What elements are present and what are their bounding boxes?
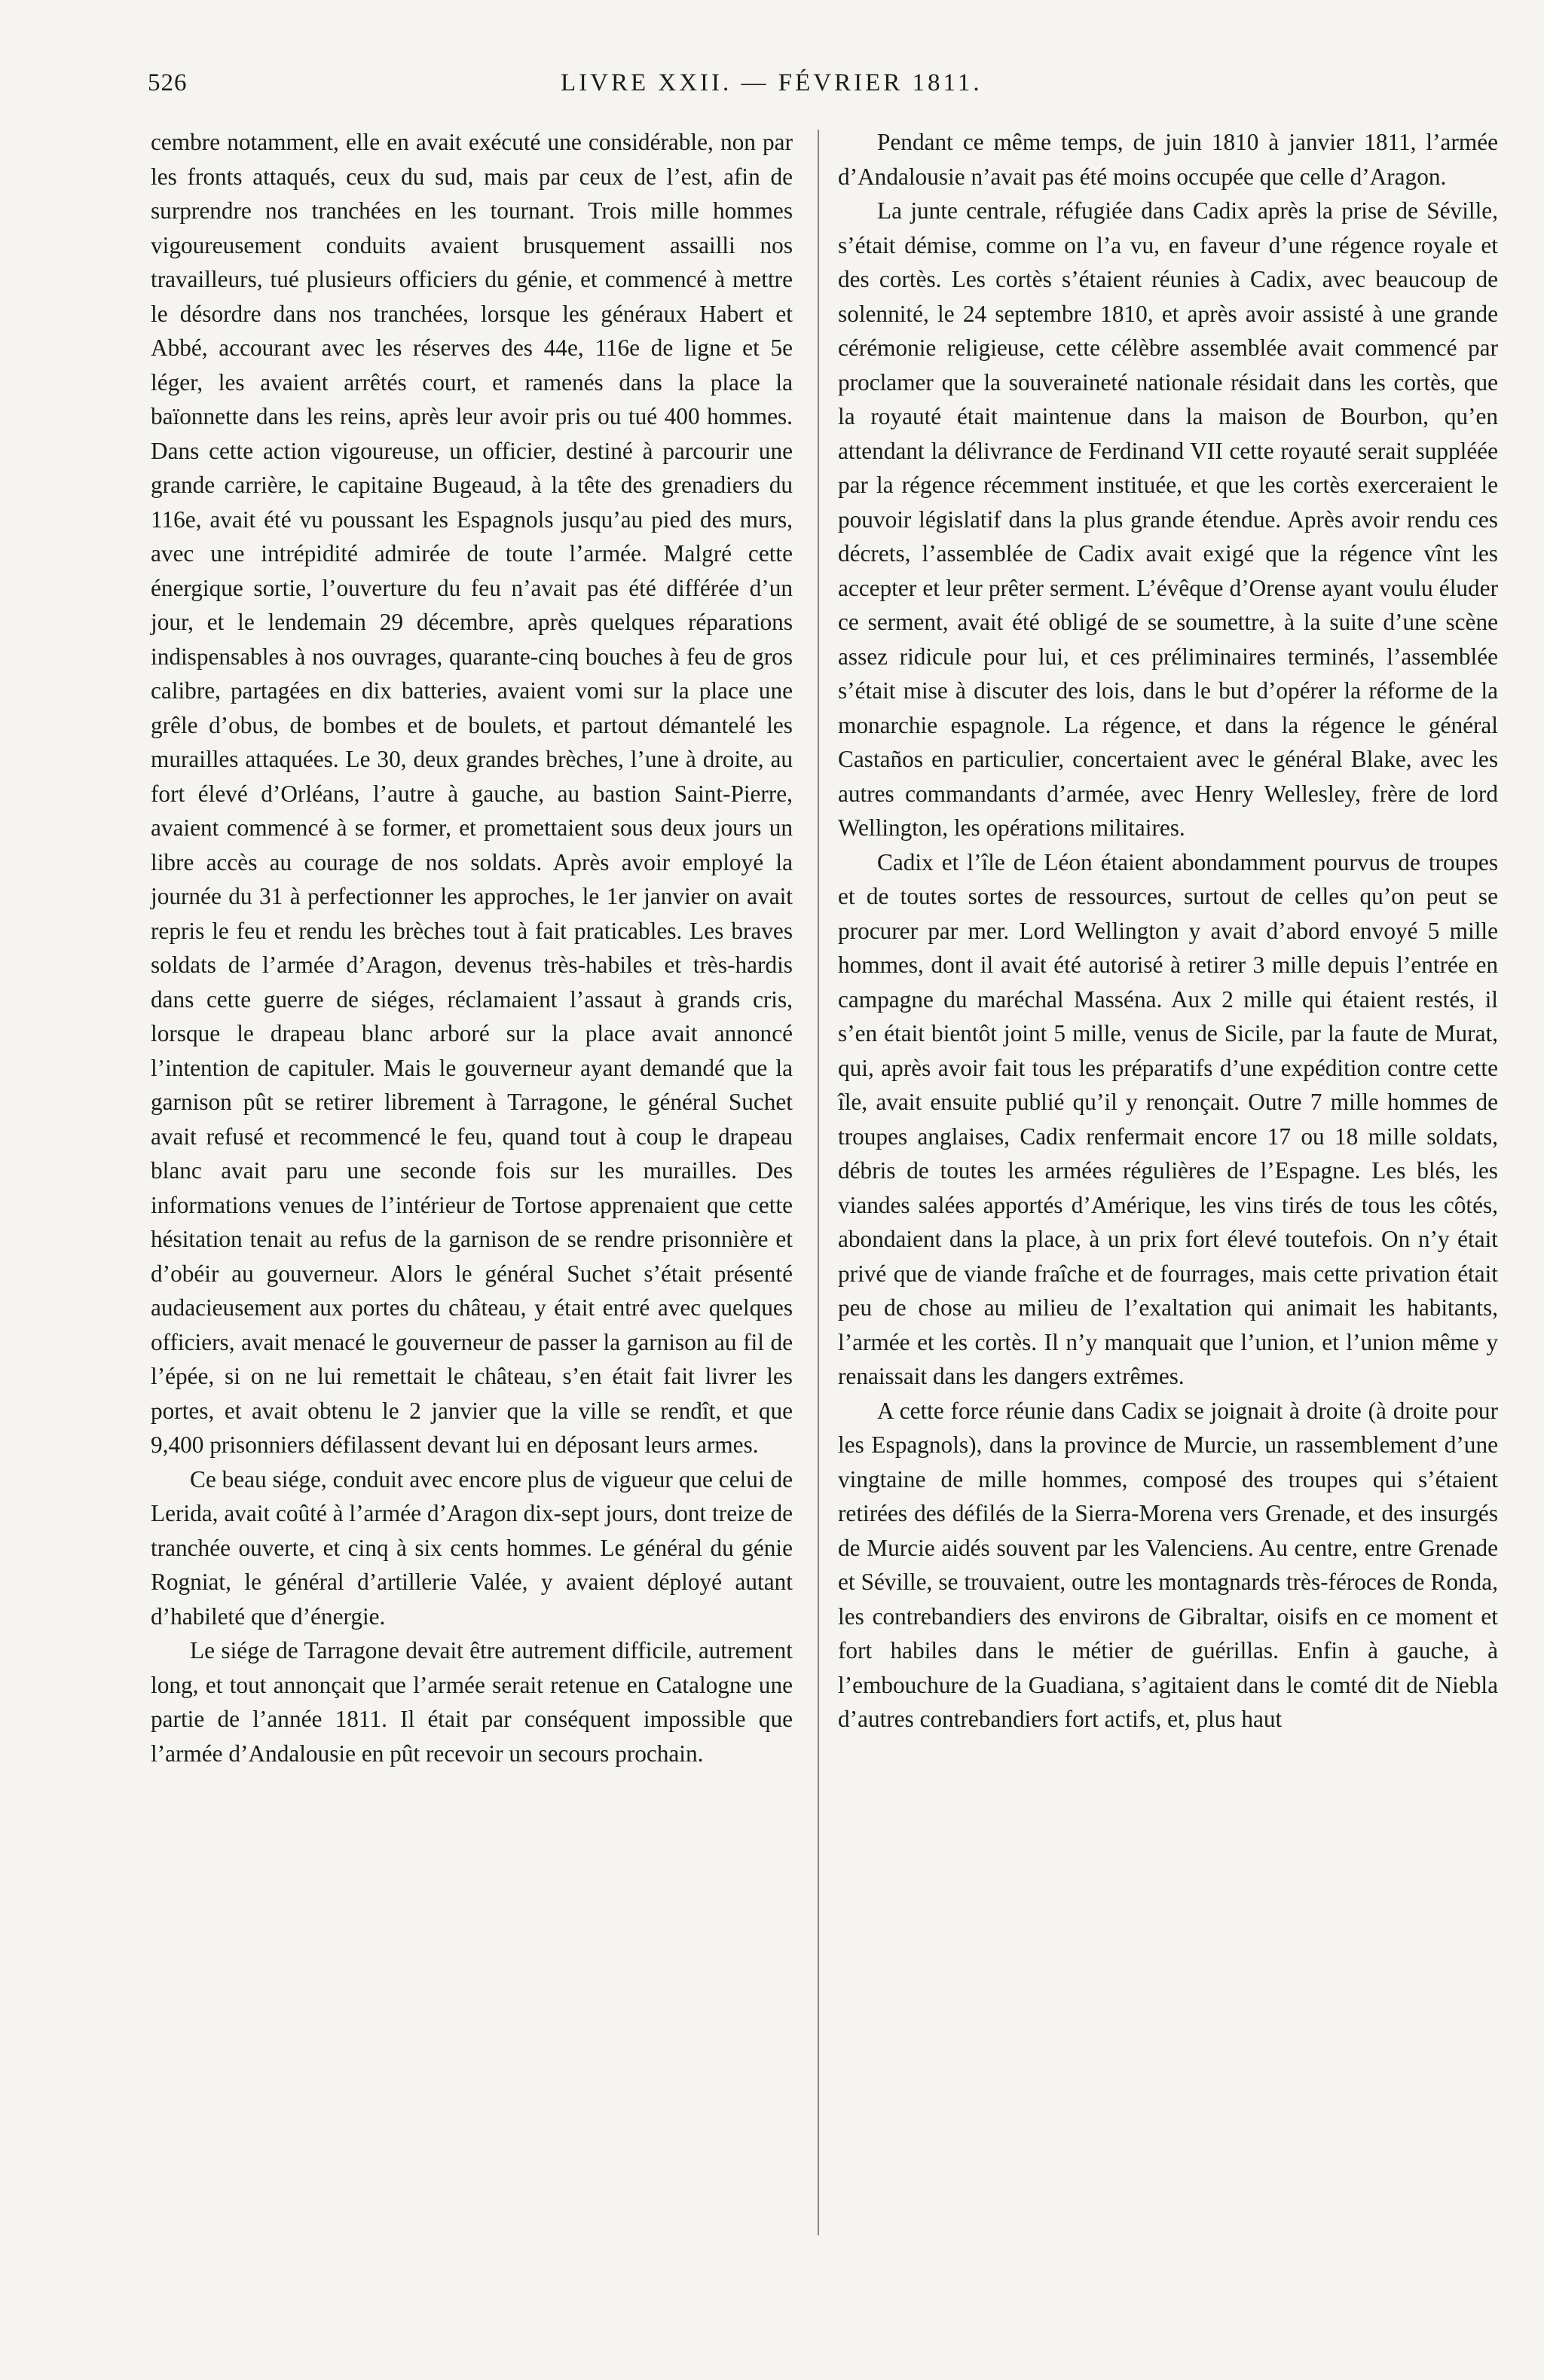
paragraph: Ce beau siége, conduit avec encore plus de vigueur que celui de Lerida, avait coûté à l’armée d’Aragon dix-sept jours, dont treize de tranchée ouverte, et cinq à six cents hommes. Le général du génie Rogniat, le général d’artillerie Valée, y avaient déployé autant d’habileté que d’énergie. — [151, 1465, 793, 1630]
paragraph: cembre notamment, elle en avait exécuté une considérable, non par les fronts attaqués, ceux du sud, mais par ceux de l’est, afin de surprendre nos tranchées en les tournant. Trois mille hommes vigoureusement conduits avaient brusquement assailli nos travailleurs, tué plusieurs officiers du génie, et commencé à mettre le désordre dans nos tranchées, lorsque les généraux Habert et Abbé, accourant avec les réserves des 44e, 116e de ligne et 5e léger, les avaient arrêtés court, et ramenés dans la place la baïonnette dans les reins, après leur avoir pris ou tué 400 hommes. Dans cette action vigoureuse, un officier, destiné à parcourir une grande carrière, le capitaine Bugeaud, à la tête des grenadiers du 116e, avait été vu poussant les Espagnols jusqu’au pied des murs, avec une intrépidité admirée de toute l’armée. Malgré cette énergique sortie, l’ouverture du feu n’avait pas été différée d’un jour, et le lendemain 29 décembre, après quelques réparations indispensables à nos ouvrages, quarante-cinq bouches à feu de gros calibre, partagées en dix batteries, avaient vomi sur la place une grêle d’obus, de bombes et de boulets, et partout démantelé les murailles attaquées. Le 30, deux grandes brèches, l’une à droite, au fort élevé d’Orléans, l’autre à gauche, au bastion Saint-Pierre, avaient commencé à se former, et promettaient sous deux jours un libre accès au courage de nos soldats. Après avoir employé la journée du 31 à perfectionner les approches, le 1er janvier on avait repris le feu et rendu les brèches tout à fait praticables. Les braves soldats de l’armée d’Aragon, devenus très-habiles et très-hardis dans cette guerre de siéges, réclamaient l’assaut à grands cris, lorsque le drapeau blanc arboré sur la place avait annoncé l’intention de capituler. Mais le gouverneur ayant demandé que la garnison pût se retirer librement à Tarragone, le général Suchet avait refusé et recommencé le feu, quand tout à coup le drapeau blanc avait paru une seconde fois sur les murailles. Des informations venues de l’intérieur de Tortose apprenaient que cette hésitation tenait au refus de la garnison de se rendre prisonnière et d’obéir au gouverneur. Alors le général Suchet s’était présenté audacieusement aux portes du château, y était entré avec quelques officiers, avait menacé le gouverneur de passer la garnison au fil de l’épée, si on ne lui remettait le château, s’en était fait livrer les portes, et avait obtenu le 2 janvier que la ville se rendît, et que 9,400 prisonniers défilassent devant lui en déposant leurs armes. — [151, 129, 793, 1458]
paragraph: Cadix et l’île de Léon étaient abondamment pourvus de troupes et de toutes sortes de ressources, surtout de celles qu’on peut se procurer par mer. Lord Wellington y avait d’abord envoyé 5 mille hommes, dont il avait été autorisé à retirer 3 mille depuis l’entrée en campagne du maréchal Masséna. Aux 2 mille qui étaient restés, il s’en était bientôt joint 5 mille, venus de Sicile, par la faute de Murat, qui, après avoir fait tous les préparatifs d’une expédition contre cette île, avait ensuite publié qu’il y renonçait. Outre 7 mille hommes de troupes anglaises, Cadix renfermait encore 17 ou 18 mille soldats, débris de toutes les armées régulières de l’Espagne. Les blés, les viandes salées apportés d’Amérique, les vins tirés de tous les côtés, abondaient dans la place, à un prix fort élevé toutefois. On n’y était privé que de viande fraîche et de fourrages, mais cette privation était peu de chose au milieu de l’exaltation qui animait les habitants, l’armée et les cortès. Il n’y manquait que l’union, et l’union même y renaissait dans les dangers extrêmes. — [838, 848, 1498, 1389]
left-column — [151, 125, 793, 1770]
column-divider — [818, 130, 819, 2235]
paragraph: Pendant ce même temps, de juin 1810 à janvier 1811, l’armée d’Andalousie n’avait pas été moins occupée que celle d’Aragon. — [838, 129, 1498, 190]
paragraph: A cette force réunie dans Cadix se joignait à droite (à droite pour les Espagnols), dans la province de Murcie, un rassemblement d’une vingtaine de mille hommes, composé des troupes qui s’étaient retirées des défilés de la Sierra-Morena vers Grenade, et des insurgés de Murcie aidés souvent par les Valenciens. Au centre, entre Grenade et Séville, se trouvaient, outre les montagnards très-féroces de Ronda, les contrebandiers des environs de Gibraltar, oisifs en ce moment et fort habiles dans le métier de guérillas. Enfin à gauche, à l’embouchure de la Guadiana, s’agitaient dans le comté dit de Niebla d’autres contrebandiers fort actifs, et, plus haut — [838, 1397, 1498, 1732]
right-column — [838, 125, 1498, 1737]
paragraph: La junte centrale, réfugiée dans Cadix après la prise de Séville, s’était démise, comme on l’a vu, en faveur d’une régence royale et des cortès. Les cortès s’étaient réunies à Cadix, avec beaucoup de solennité, le 24 septembre 1810, et après avoir assisté à une grande cérémonie religieuse, cette célèbre assemblée avait commencé par proclamer que la souveraineté nationale résidait dans les cortès, que la royauté était maintenue dans la maison de Bourbon, qu’en attendant la délivrance de Ferdinand VII cette royauté serait suppléée par la régence récemment instituée, et que les cortès exerceraient le pouvoir législatif dans la plus grande étendue. Après avoir rendu ces décrets, l’assemblée de Cadix avait exigé que la régence vînt les accepter et leur prêter serment. L’évêque d’Orense ayant voulu éluder ce serment, avait été obligé de se soumettre, à la suite d’une scène assez ridicule pour lui, et ces préliminaires terminés, l’assemblée s’était mise à discuter des lois, dans le but d’opérer la réforme de la monarchie espagnole. La régence, et dans la régence le général Castaños en particulier, concertaient avec le général Blake, avec les autres commandants d’armée, avec Henry Wellesley, frère de lord Wellington, les opérations militaires. — [838, 197, 1498, 841]
page-header — [148, 69, 1504, 107]
page-number: 526 — [148, 69, 188, 96]
paragraph: Le siége de Tarragone devait être autrement difficile, autrement long, et tout annonçait que l’armée serait retenue en Catalogne une partie de l’année 1811. Il était par conséquent impossible que l’armée d’Andalousie en pût recevoir un secours prochain. — [151, 1637, 793, 1767]
running-head: LIVRE XXII. — FÉVRIER 1811. — [561, 69, 983, 96]
